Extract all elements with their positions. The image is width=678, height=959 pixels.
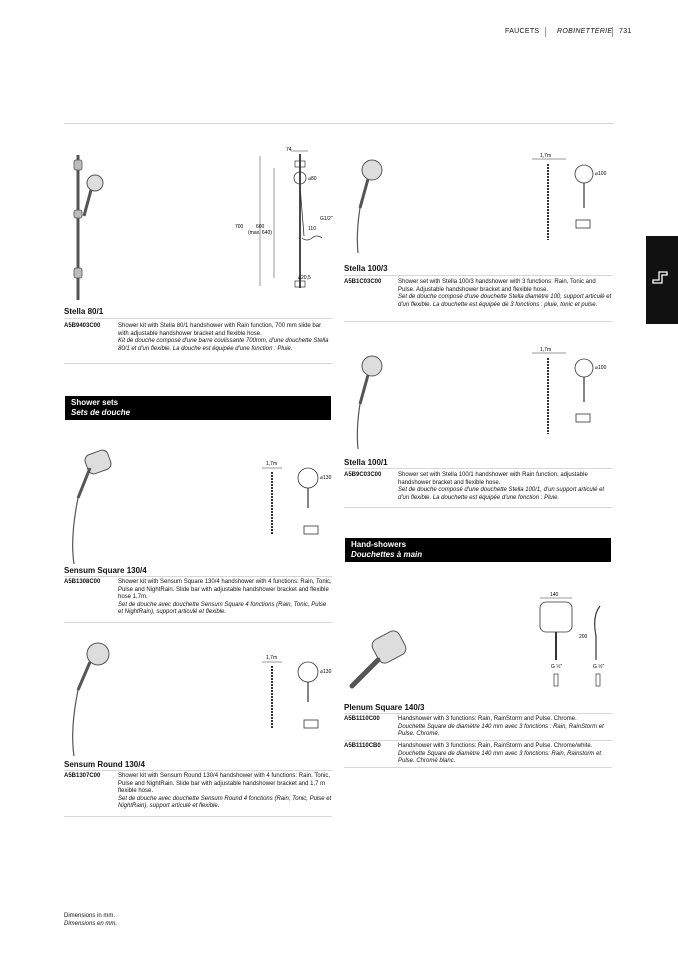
dim-thread-2: G ½" [593,664,605,670]
side-tab [646,236,678,324]
description-fr: Douchette Square de diamètre 140 mm avec 3 fonctions: Rain, Rainstorm et Pulse. Chromé blanc. [398,750,602,765]
faucet-icon [646,236,678,324]
product-title: Stella 80/1 [64,307,104,316]
product-code: A5B1110C00 [344,716,380,722]
band-title-fr: Douchettes à main [351,550,423,559]
stella-100-1-drawing [524,344,614,444]
product-description [118,579,332,617]
product-description [398,279,612,309]
divider [64,363,332,364]
footer-note [64,913,117,928]
product-row [344,743,612,766]
product-row [64,579,332,617]
dim-hose: 1,7m [540,153,552,159]
band-title-fr: Sets de douche [71,408,131,417]
top-divider [64,123,614,124]
description-fr: Set de douche composé d'une douchette Stella diamètre 100, support articulé et d'un flexible. La douchette est équipée de 3 fonctions : pluie, tonic et pulse. [398,294,612,308]
header-divider [545,27,546,37]
product-row [344,472,612,502]
dim-head: ⌀80 [308,176,317,182]
band-title-en: Shower sets [71,398,119,407]
stella-80-1-image [64,150,114,310]
description-en: Handshower with 3 functions: Rain, RainStorm and Pulse. Chrome/white. [398,743,593,749]
divider [344,740,612,741]
product-code: A5B9403C00 [64,323,101,329]
dim-hose: 1,7m [266,655,278,661]
product-description [118,323,332,353]
footer-en: Dimensions in mm. [64,913,116,919]
product-description [398,743,612,766]
footer-fr: Dimensions en mm. [64,920,118,927]
plenum-square-drawing [534,588,614,696]
product-title: Sensum Round 130/4 [64,760,145,769]
divider [344,321,612,322]
divider [344,767,612,768]
dim-head: ⌀100 [595,365,607,371]
product-row [344,716,612,739]
dim-hose: 1,7m [540,347,552,353]
description-fr: Set de douche avec douchette Sensum Round 4 fonctions (Rain, Tonic, Pulse et NightRain), support articulé et flexible. [118,795,332,810]
page-number: 731 [619,28,632,35]
product-description [398,716,612,739]
product-title: Sensum Square 130/4 [64,566,147,575]
dim-head: ⌀100 [595,171,607,177]
stella-100-3-drawing [524,150,614,250]
description-fr: Kit de douche composé d'une barre coulissante 700mm, d'une douchette Stella 80/1 et d'un flexible. La douche est équipée d'une fonction : Pluie. [118,338,329,352]
description-en: Shower kit with Sensum Round 130/4 handshower with 4 functions: Rain, Tonic, Pulse and NightRain. Slide bar with adjustable handshower bracket and 1,7 m flexible hose. [118,773,331,795]
product-code: A5B1308C00 [64,579,101,585]
description-en: Shower set with Stella 100/1 handshower with Rain function, adjustable handshower bracket and flexible hose. [398,472,588,486]
description-fr: Douchette Square de diamètre 140 mm avec 3 fonctions : Rain, RainStorm et Pulse. Chromé. [398,723,604,738]
product-code: A5B9C03C00 [344,472,382,478]
dim-thread: G1/2" [320,216,333,222]
dim-head: ⌀130 [320,475,332,481]
dim-head: ⌀130 [320,669,332,675]
sensum-square-image [64,448,124,566]
divider [344,275,612,276]
divider [64,816,332,817]
header-section-en: FAUCETS [505,28,540,35]
product-title: Stella 100/1 [344,458,388,467]
product-row [64,773,332,811]
sensum-round-drawing [252,652,336,732]
stella-100-1-image [344,352,394,452]
divider [64,770,332,771]
band-title-en: Hand-showers [351,540,407,549]
sensum-round-image [64,640,124,758]
product-row [64,323,332,353]
description-en: Shower kit with Sensum Square 130/4 handshower with 4 functions: Rain, Tonic, Pulse and NightRain. Slide bar with adjustable handshower bracket and flexible hose 1,7m. [118,579,332,601]
divider [64,318,332,319]
dim-height: 200 [579,634,588,640]
description-en: Shower kit with Stella 80/1 handshower with Rain function, 700 mm slide bar with adjustable handshower bracket and flexible hose. [118,323,322,337]
description-en: Handshower with 3 functions: Rain, RainStorm and Pulse. Chrome. [398,716,577,722]
dim-thread-1: G ½" [551,664,563,670]
header-divider [612,27,613,37]
product-row [344,279,612,309]
divider [64,576,332,577]
product-code: A5B1C03C00 [344,279,382,285]
divider [344,713,612,714]
dim-top: 74 [286,147,292,153]
product-description [398,472,612,502]
dim-hose: 110 [308,226,316,232]
description-en: Shower set with Stella 100/3 handshower with 3 functions: Rain, Tonic and Pulse. Adjustable handshower bracket and flexible hose. [398,279,596,293]
dim-len1: 700 [235,224,244,230]
product-title: Plenum Square 140/3 [344,703,425,712]
dim-len2: 600 [256,224,265,230]
divider [344,507,612,508]
divider [344,468,612,469]
sensum-square-drawing [252,458,336,538]
dim-hose: 1,7m [266,461,278,467]
dim-width: 140 [550,592,559,598]
product-code: A5B1110CB0 [344,743,381,749]
product-code: A5B1307C00 [64,773,101,779]
shower-sets-band [65,396,331,420]
divider [64,622,332,623]
plenum-square-image [344,630,414,694]
description-fr: Set de douche composé d'une douchette Stella 100/1, d'un support articulé et d'un flexible. La douchette est équipée d'une fonction : Pluie. [398,487,605,501]
product-title: Stella 100/3 [344,264,388,273]
dim-len3: (max. 640) [248,230,272,236]
stella-100-3-image [344,156,394,256]
description-fr: Set de douche avec douchette Sensum Square 4 fonctions (Rain, Tonic, Pulse et NightRain), support articulé et flexible. [118,601,327,616]
dim-bar: ⌀20,5 [298,275,311,281]
stella-80-1-drawing [222,146,337,296]
hand-showers-band [345,538,611,562]
product-description [118,773,332,811]
header-section-fr: ROBINETTERIE [557,28,613,35]
